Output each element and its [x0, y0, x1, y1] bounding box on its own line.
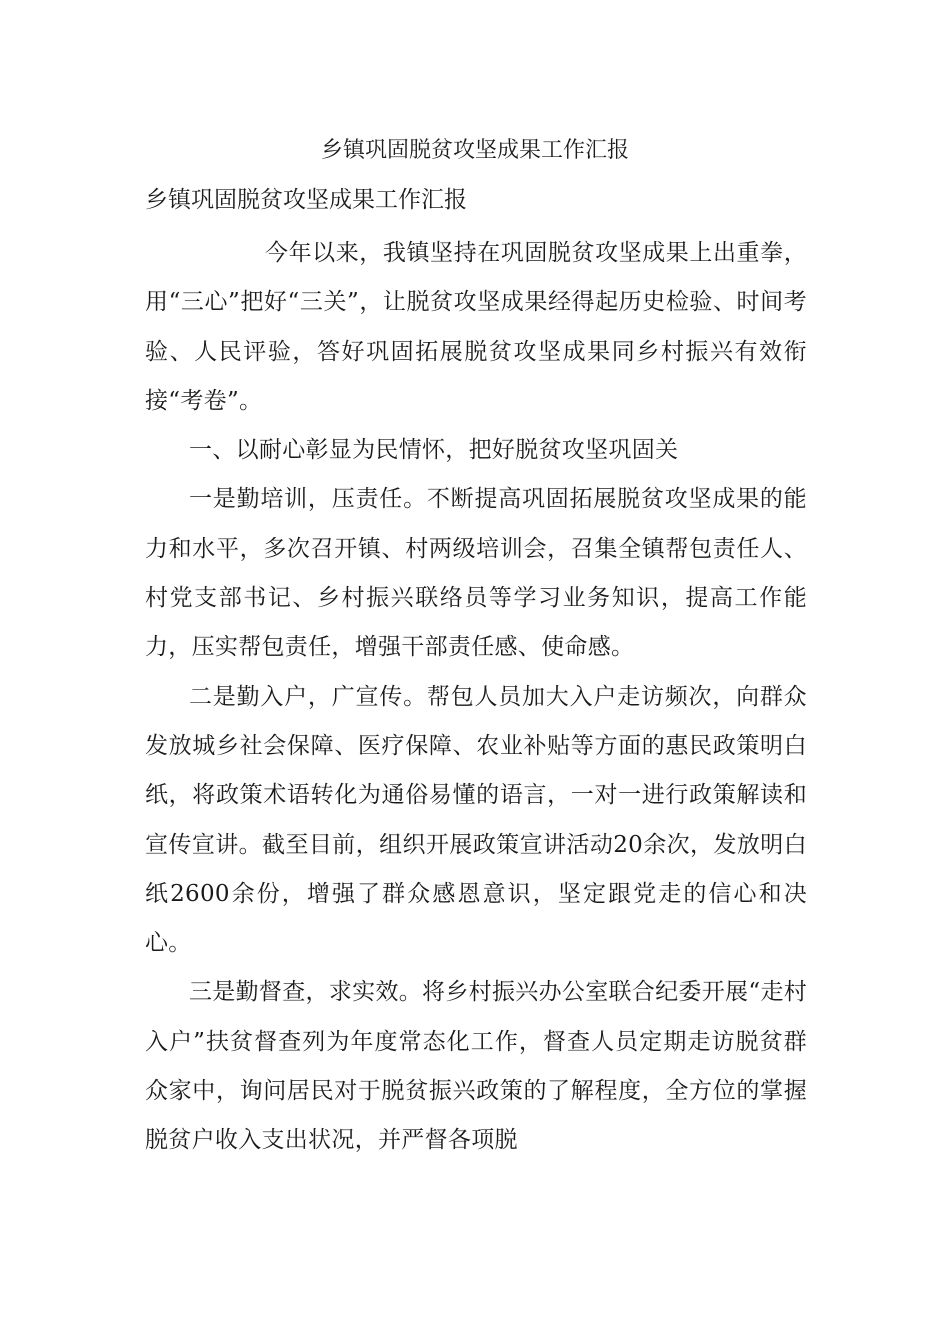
paragraph-visits: 二是勤入户，广宣传。帮包人员加大入户走访频次，向群众发放城乡社会保障、医疗保障、农业补贴等方面的惠民政策明白纸，将政策术语转化为通俗易懂的语言，一对一进行政策解读和宣传宣讲。截至目前，组织开展政策宣讲活动20余次，发放明白纸2600余份，增强了群众感恩意识，坚定跟党走的信心和决心。 — [145, 683, 807, 957]
paragraph-training: 一是勤培训，压责任。不断提高巩固拓展脱贫攻坚成果的能力和水平，多次召开镇、村两级培训会，召集全镇帮包责任人、村党支部书记、乡村振兴联络员等学习业务知识，提高工作能力，压实帮包责任，增强干部责任感、使命感。 — [145, 486, 807, 661]
document-title: 乡镇巩固脱贫攻坚成果工作汇报 — [320, 138, 629, 163]
paragraph-inspection: 三是勤督查，求实效。将乡村振兴办公室联合纪委开展“走村入户”扶贫督查列为年度常态化工作，督查人员定期走访脱贫群众家中，询问居民对于脱贫振兴政策的了解程度，全方位的掌握脱贫户收入支出状况，并严督各项脱 — [145, 979, 807, 1154]
section-heading-1: 一、以耐心彰显为民情怀，把好脱贫攻坚巩固关 — [189, 437, 679, 464]
document-heading: 乡镇巩固脱贫攻坚成果工作汇报 — [145, 187, 467, 213]
document-body — [145, 229, 807, 1166]
paragraph-intro: 今年以来，我镇坚持在巩固脱贫攻坚成果上出重拳，用“三心”把好“三关”，让脱贫攻坚成果经得起历史检验、时间考验、人民评验，答好巩固拓展脱贫攻坚成果同乡村振兴有效衔接“考卷”。 — [145, 240, 807, 414]
